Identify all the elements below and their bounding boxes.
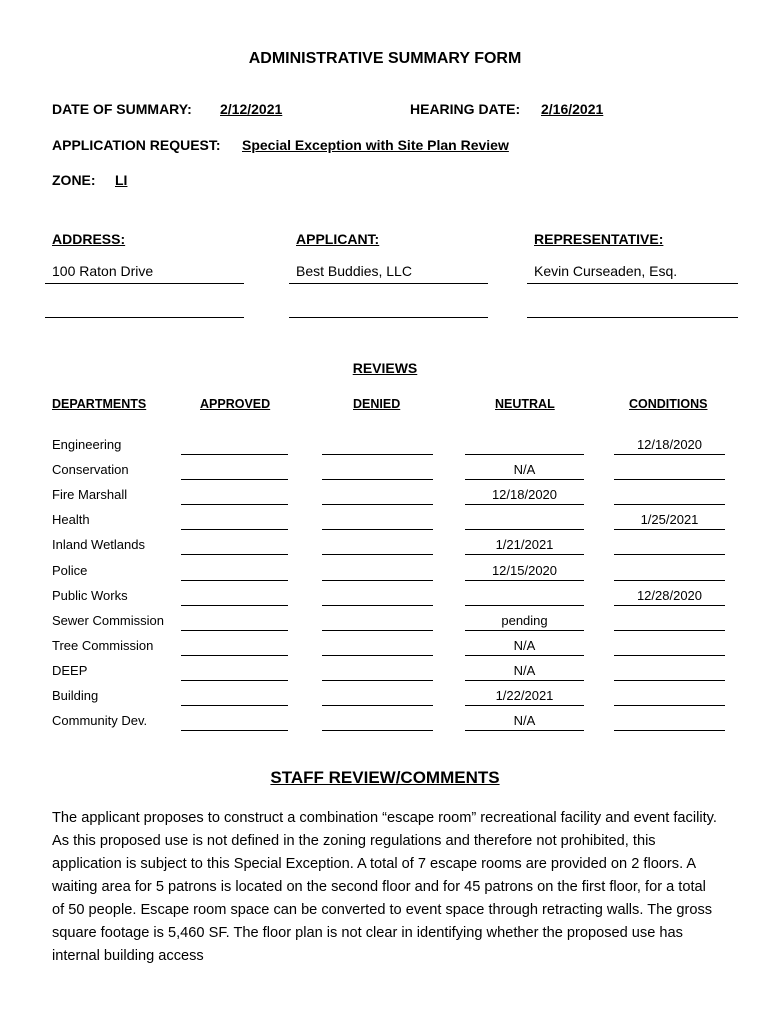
- review-neutral-line: [465, 504, 584, 505]
- review-approved-line: [181, 504, 288, 505]
- review-approved-line: [181, 605, 288, 606]
- review-neutral-line: [465, 580, 584, 581]
- col-departments: DEPARTMENTS: [52, 397, 147, 411]
- review-neutral-line: [465, 730, 584, 731]
- review-denied-line: [322, 630, 433, 631]
- review-conditions-line: [614, 529, 725, 530]
- hearing-date-label: HEARING DATE:: [410, 101, 521, 117]
- applicant-label: APPLICANT:: [296, 231, 380, 247]
- review-neutral-cell: pending: [501, 612, 548, 628]
- representative-label: REPRESENTATIVE:: [534, 231, 664, 247]
- review-neutral-line: [465, 630, 584, 631]
- review-conditions-cell: 1/25/2021: [640, 512, 699, 528]
- review-neutral-line: [465, 454, 584, 455]
- review-denied-line: [322, 680, 433, 681]
- review-denied-line: [322, 605, 433, 606]
- review-denied-line: [322, 529, 433, 530]
- review-conditions-line: [614, 454, 725, 455]
- applicant-line-2: [289, 317, 488, 318]
- department-name: Health: [52, 512, 90, 528]
- review-neutral-line: [465, 554, 584, 555]
- date-of-summary-value: 2/12/2021: [220, 101, 283, 117]
- col-approved: APPROVED: [200, 397, 271, 411]
- applicant-line: [289, 283, 488, 284]
- review-conditions-line: [614, 630, 725, 631]
- review-denied-line: [322, 730, 433, 731]
- review-neutral-cell: N/A: [513, 713, 536, 729]
- review-approved-line: [181, 454, 288, 455]
- review-neutral-cell: 1/22/2021: [495, 688, 554, 703]
- review-neutral-cell: 12/18/2020: [491, 487, 558, 503]
- review-neutral-cell: 1/21/2021: [495, 537, 554, 553]
- col-denied: DENIED: [353, 397, 401, 411]
- review-conditions-line: [614, 730, 725, 731]
- review-denied-line: [322, 705, 433, 706]
- form-title: ADMINISTRATIVE SUMMARY FORM: [248, 50, 522, 67]
- application-request-label: APPLICATION REQUEST:: [52, 137, 221, 153]
- department-name: Conservation: [52, 462, 129, 478]
- review-approved-line: [181, 680, 288, 681]
- application-request-value: Special Exception with Site Plan Review: [242, 137, 509, 153]
- representative-line: [527, 283, 738, 284]
- reviews-heading: REVIEWS: [352, 360, 418, 376]
- review-neutral-line: [465, 529, 584, 530]
- review-neutral-cell: N/A: [513, 462, 536, 478]
- review-denied-line: [322, 454, 433, 455]
- review-approved-line: [181, 529, 288, 530]
- staff-review-heading: STAFF REVIEW/COMMENTS: [270, 768, 500, 787]
- review-neutral-cell: 12/15/2020: [491, 562, 558, 578]
- review-conditions-line: [614, 605, 725, 606]
- representative-line-2: [527, 317, 738, 318]
- review-neutral-line: [465, 605, 584, 606]
- address-line-2: [45, 317, 244, 318]
- applicant-value: Best Buddies, LLC: [296, 263, 412, 279]
- col-neutral: NEUTRAL: [495, 397, 555, 411]
- review-conditions-line: [614, 655, 725, 656]
- review-conditions-line: [614, 705, 725, 706]
- department-name: DEEP: [52, 662, 88, 678]
- department-name: Community Dev.: [52, 713, 148, 729]
- review-conditions-line: [614, 680, 725, 681]
- department-name: Tree Commission: [52, 637, 154, 653]
- review-denied-line: [322, 554, 433, 555]
- review-neutral-line: [465, 655, 584, 656]
- review-conditions-line: [614, 554, 725, 555]
- review-approved-line: [181, 730, 288, 731]
- review-neutral-line: [465, 479, 584, 480]
- review-denied-line: [322, 655, 433, 656]
- review-approved-line: [181, 479, 288, 480]
- review-denied-line: [322, 504, 433, 505]
- review-denied-line: [322, 479, 433, 480]
- review-approved-line: [181, 705, 288, 706]
- department-name: Sewer Commission: [52, 612, 164, 628]
- department-name: Inland Wetlands: [52, 537, 145, 553]
- review-conditions-cell: 12/18/2020: [636, 437, 703, 452]
- date-of-summary-label: DATE OF SUMMARY:: [52, 101, 192, 117]
- review-neutral-cell: N/A: [513, 637, 536, 653]
- representative-value: Kevin Curseaden, Esq.: [534, 263, 678, 279]
- department-name: Building: [52, 688, 99, 703]
- department-name: Fire Marshall: [52, 487, 128, 503]
- department-name: Engineering: [52, 437, 122, 452]
- review-denied-line: [322, 580, 433, 581]
- address-line: [45, 283, 244, 284]
- review-approved-line: [181, 655, 288, 656]
- review-neutral-line: [465, 680, 584, 681]
- department-name: Police: [52, 562, 88, 578]
- review-conditions-cell: 12/28/2020: [636, 587, 703, 603]
- address-value: 100 Raton Drive: [52, 263, 154, 279]
- review-approved-line: [181, 554, 288, 555]
- address-label: ADDRESS:: [52, 231, 126, 247]
- review-approved-line: [181, 630, 288, 631]
- col-conditions: CONDITIONS: [629, 397, 708, 411]
- review-conditions-line: [614, 479, 725, 480]
- review-conditions-line: [614, 504, 725, 505]
- review-approved-line: [181, 580, 288, 581]
- zone-label: ZONE:: [52, 172, 96, 188]
- review-conditions-line: [614, 580, 725, 581]
- zone-value: LI: [115, 172, 128, 188]
- hearing-date-value: 2/16/2021: [541, 101, 604, 117]
- department-name: Public Works: [52, 587, 128, 603]
- staff-review-text: The applicant proposes to construct a combination “escape room” recreational facility and event facility. As this proposed use is not defined in the zoning regulations and therefore not prohibited, this application is subject to this Special Exception. A total of 7 escape rooms are provided on 2 floors. A waiting area for 5 patrons is located on the second floor and for 45 patrons on the first floor, for a total of 50 people. Escape room space can be converted to event space through retracting walls. The gross square footage is 5,460 SF. The floor plan is not clear in identifying whether the proposed use has internal building access: [52, 810, 717, 964]
- review-neutral-cell: N/A: [513, 662, 536, 678]
- review-neutral-line: [465, 705, 584, 706]
